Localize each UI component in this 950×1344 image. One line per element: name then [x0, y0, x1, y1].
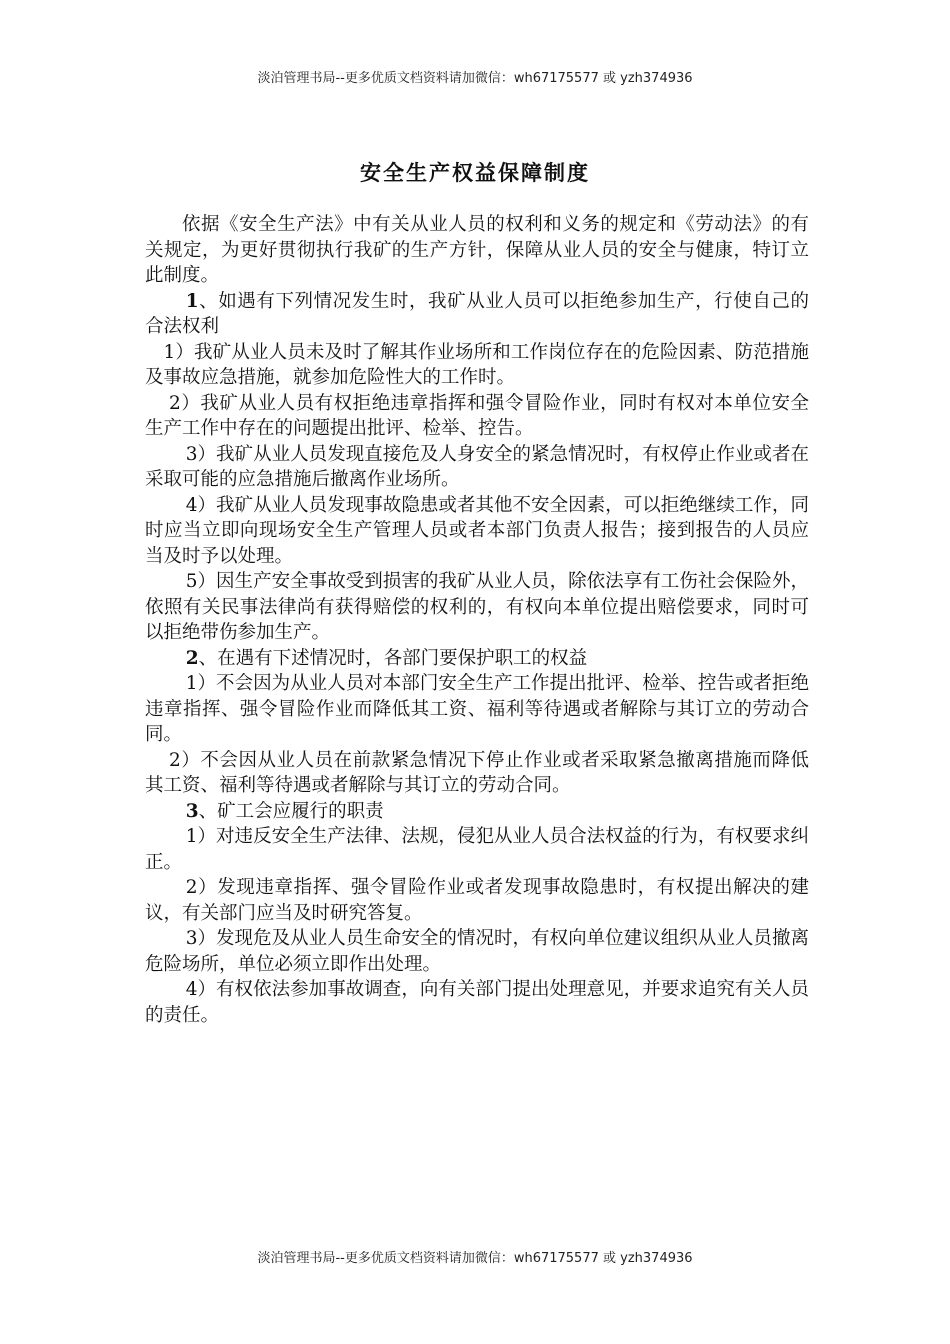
- section-heading-3: [145, 799, 809, 825]
- list-item: 3）我矿从业人员发现直接危及人身安全的紧急情况时，有权停止作业或者在采取可能的应急措施后撤离作业场所。: [145, 443, 809, 490]
- list-item: 4）我矿从业人员发现事故隐患或者其他不安全因素，可以拒绝继续工作，同时应当立即向现场安全生产管理人员或者本部门负责人报告；接到报告的人员应当及时予以处理。: [145, 494, 809, 567]
- section-number: 1: [185, 290, 199, 312]
- section-heading-2: [145, 646, 809, 672]
- section-heading-text: 、如遇有下列情况发生时，我矿从业人员可以拒绝参加生产，行使自己的合法权利: [145, 290, 809, 337]
- list-item: 1）不会因为从业人员对本部门安全生产工作提出批评、检举、控告或者拒绝违章指挥、强令冒险作业而降低其工资、福利等待遇或者解除与其订立的劳动合同。: [145, 673, 809, 745]
- page-footer: 淡泊管理书局--更多优质文档资料请加微信：wh67175577 或 yzh374936: [257, 1251, 693, 1266]
- page-header: 淡泊管理书局--更多优质文档资料请加微信：wh67175577 或 yzh374936: [257, 71, 693, 86]
- list-item: 3）发现危及从业人员生命安全的情况时，有权向单位建议组织从业人员撤离危险场所，单位必须立即作出处理。: [145, 928, 809, 975]
- list-item: 2）不会因从业人员在前款紧急情况下停止作业或者采取紧急撤离措施而降低其工资、福利等待遇或者解除与其订立的劳动合同。: [145, 749, 809, 796]
- section-number: 3: [185, 800, 199, 822]
- section-number: 2: [185, 647, 199, 669]
- list-item: 2）我矿从业人员有权拒绝违章指挥和强令冒险作业，同时有权对本单位安全生产工作中存在的问题提出批评、检举、控告。: [145, 392, 809, 439]
- document-title: 安全生产权益保障制度: [360, 160, 590, 185]
- intro-paragraph: 依据《安全生产法》中有关从业人员的权利和义务的规定和《劳动法》的有关规定，为更好贯彻执行我矿的生产方针，保障从业人员的安全与健康，特订立此制度。: [145, 214, 809, 286]
- list-item: 1）对违反安全生产法律、法规，侵犯从业人员合法权益的行为，有权要求纠正。: [145, 826, 809, 873]
- list-item: 1）我矿从业人员未及时了解其作业场所和工作岗位存在的危险因素、防范措施及事故应急措施，就参加危险性大的工作时。: [145, 341, 809, 388]
- section-heading-1: [145, 289, 809, 340]
- list-item: 5）因生产安全事故受到损害的我矿从业人员，除依法享有工伤社会保险外，依照有关民事法律尚有获得赔偿的权利的，有权向本单位提出赔偿要求，同时可以拒绝带伤参加生产。: [145, 571, 809, 643]
- section-heading-text: 、在遇有下述情况时，各部门要保护职工的权益: [198, 647, 588, 669]
- list-item: 2）发现违章指挥、强令冒险作业或者发现事故隐患时，有权提出解决的建议，有关部门应当及时研究答复。: [145, 877, 809, 924]
- document-body: [145, 212, 809, 1028]
- list-item: 4）有权依法参加事故调查，向有关部门提出处理意见，并要求追究有关人员的责任。: [145, 979, 809, 1026]
- section-heading-text: 、矿工会应履行的职责: [198, 800, 384, 822]
